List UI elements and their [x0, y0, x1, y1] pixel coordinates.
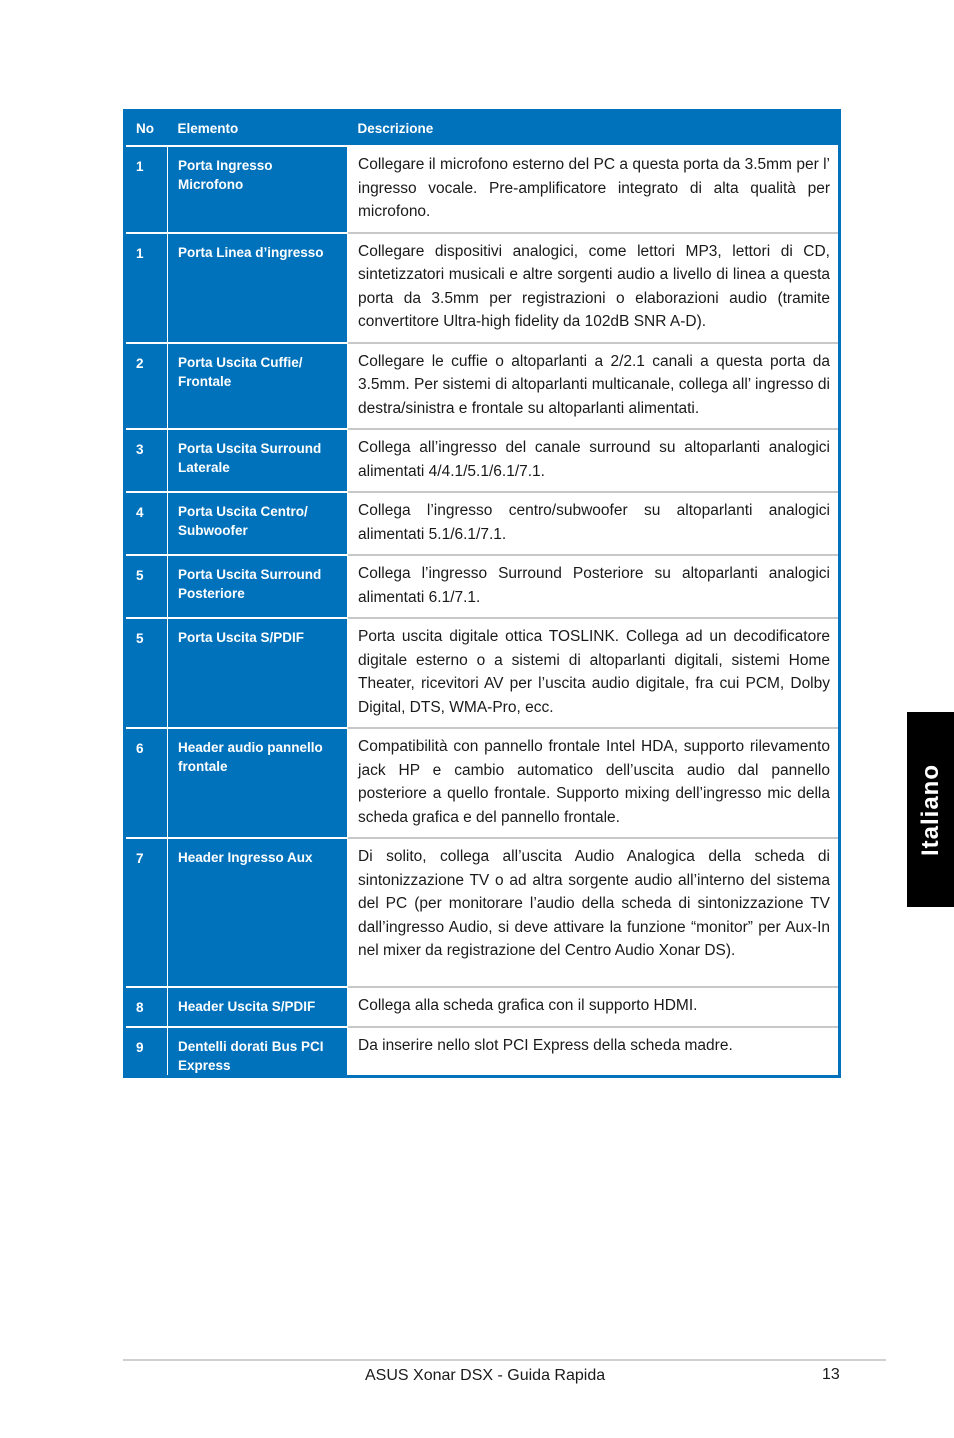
table-row	[125, 728, 840, 838]
row-element: Header audio pannello frontale	[168, 728, 348, 838]
table-row	[125, 343, 840, 430]
table-row	[125, 233, 840, 343]
table-row	[125, 1027, 840, 1077]
row-number: 1	[125, 233, 168, 343]
table-row	[125, 146, 840, 233]
language-label: Italiano	[916, 763, 944, 856]
row-description: Da inserire nello slot PCI Express della scheda madre.	[348, 1027, 840, 1077]
row-description: Collegare le cuffie o altoparlanti a 2/2.1 canali a questa porta da 3.5mm. Per sistemi di altoparlanti multicanale, collega all’ ingresso di destra/sinistra e frontale su altoparlanti alimentati.	[348, 343, 840, 430]
table-row	[125, 492, 840, 555]
language-side-tab	[907, 712, 954, 907]
row-number: 1	[125, 146, 168, 233]
table-header-row	[125, 111, 840, 147]
row-number: 6	[125, 728, 168, 838]
row-element: Porta Uscita Centro/ Subwoofer	[168, 492, 348, 555]
row-number: 4	[125, 492, 168, 555]
row-description: Collegare dispositivi analogici, come lettori MP3, lettori di CD, sintetizzatori musicali e altre sorgenti audio a livello di linea a questa porta da 3.5mm per registrazioni o elaborazioni audio (tramite convertitore Ultra-high fidelity da 102dB SNR A-D).	[348, 233, 840, 343]
row-description: Collegare il microfono esterno del PC a questa porta da 3.5mm per l’ ingresso vocale. Pre-amplificatore integrato di alta qualità per microfono.	[348, 146, 840, 233]
row-element: Porta Uscita Surround Posteriore	[168, 555, 348, 618]
row-element: Header Uscita S/PDIF	[168, 987, 348, 1027]
row-number: 5	[125, 555, 168, 618]
row-number: 8	[125, 987, 168, 1027]
row-number: 9	[125, 1027, 168, 1077]
row-description: Compatibilità con pannello frontale Intel HDA, supporto rilevamento jack HP e cambio automatico dell’uscita audio dal pannello posteriore a quello frontale. Supporto mixing dell’ingresso mic della scheda grafica e del pannello frontale.	[348, 728, 840, 838]
header-description: Descrizione	[348, 111, 840, 147]
row-number: 2	[125, 343, 168, 430]
row-element: Porta Ingresso Microfono	[168, 146, 348, 233]
row-description: Collega all’ingresso del canale surround su altoparlanti analogici alimentati 4/4.1/5.1/6.1/7.1.	[348, 429, 840, 492]
row-element: Porta Uscita Cuffie/ Frontale	[168, 343, 348, 430]
row-number: 7	[125, 838, 168, 987]
row-description: Collega l’ingresso centro/subwoofer su altoparlanti analogici alimentati 5.1/6.1/7.1.	[348, 492, 840, 555]
table-row	[125, 618, 840, 728]
row-number: 3	[125, 429, 168, 492]
table-row	[125, 987, 840, 1027]
row-element: Porta Uscita S/PDIF	[168, 618, 348, 728]
row-number: 5	[125, 618, 168, 728]
header-no: No	[125, 111, 168, 147]
table-row	[125, 429, 840, 492]
row-description: Collega alla scheda grafica con il supporto HDMI.	[348, 987, 840, 1027]
table-row	[125, 555, 840, 618]
row-element: Porta Uscita Surround Laterale	[168, 429, 348, 492]
row-description: Collega l’ingresso Surround Posteriore su altoparlanti analogici alimentati 6.1/7.1.	[348, 555, 840, 618]
footer-divider	[123, 1359, 886, 1361]
header-element: Elemento	[168, 111, 348, 147]
row-description: Di solito, collega all’uscita Audio Analogica della scheda di sintonizzazione TV o ad altra sorgente audio all’interno del sistema del PC (per monitorare l’audio della scheda di sintonizzazione TV dall’ingresso Audio, si deve attivare la funzione “monitor” per Aux-In nel mixer da registrazione del Centro Audio Xonar DS).	[348, 838, 840, 987]
footer-title: ASUS Xonar DSX - Guida Rapida	[365, 1367, 606, 1384]
table-row	[125, 838, 840, 987]
page-number: 13	[822, 1366, 840, 1383]
row-element: Header Ingresso Aux	[168, 838, 348, 987]
row-element: Dentelli dorati Bus PCI Express	[168, 1027, 348, 1077]
row-description: Porta uscita digitale ottica TOSLINK. Collega ad un decodificatore digitale esterno o a sistemi di altoparlanti digitali, sistemi Home Theater, ricevitori AV per l’uscita audio digitale, fra cui PCM, Dolby Digital, DTS, WMA-Pro, ecc.	[348, 618, 840, 728]
row-element: Porta Linea d’ingresso	[168, 233, 348, 343]
component-table	[123, 109, 841, 1078]
